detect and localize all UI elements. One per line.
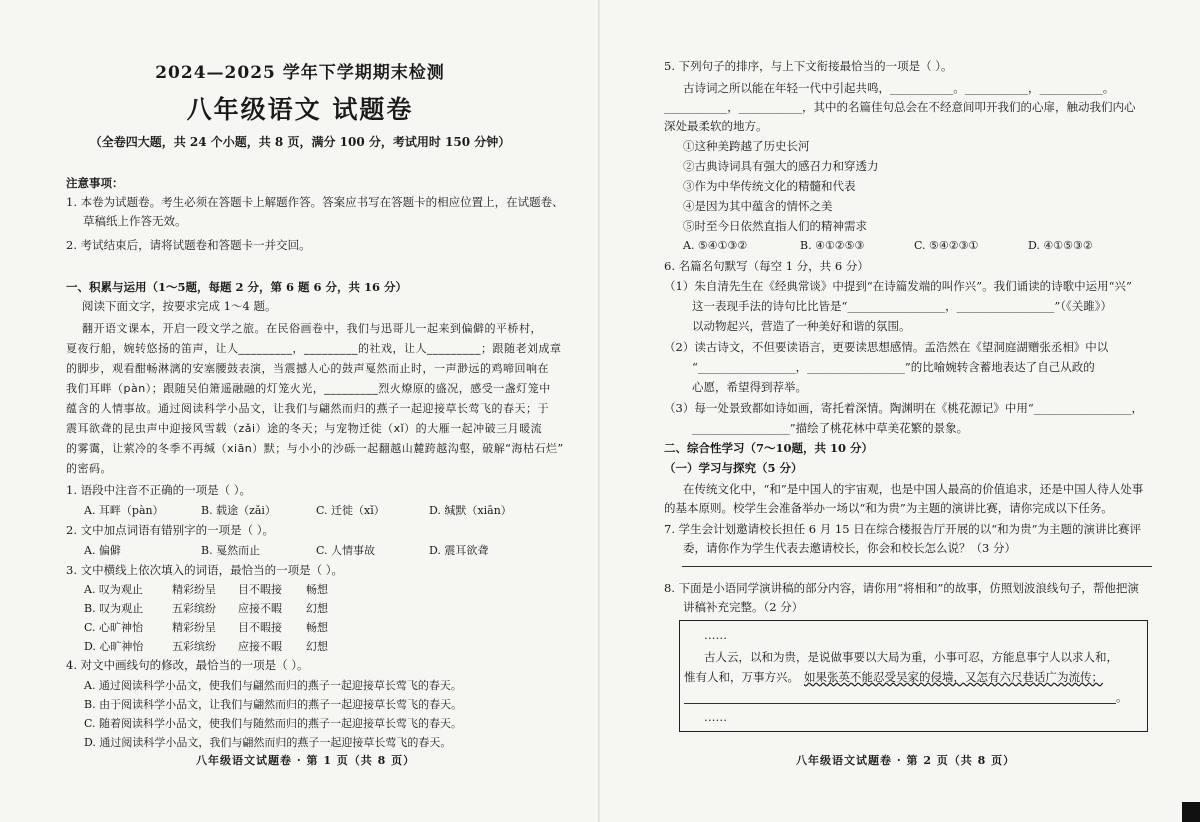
q3-option-c-c2: 精彩纷呈	[172, 621, 216, 634]
q3-option-d-c3: 应接不暇	[238, 640, 282, 653]
passage-line: 蕴含的人情事故。通过阅读科学小品文，让我们与翩然而归的燕子一起迎接草长莺飞的春天；于	[66, 402, 549, 415]
q5-item: ④是因为其中蕴含的情怀之美	[683, 199, 833, 213]
question-7: 7. 学生会计划邀请校长担任 6 月 15 日在综合楼报告厅开展的以“和为贵”为主题的演讲比赛评	[664, 522, 1141, 536]
q3-option-c-c1: C. 心旷神怡	[84, 621, 144, 634]
q2-option-a: A. 偏僻	[84, 544, 121, 557]
question-4: 4. 对文中画线句的修改，最恰当的一项是（ ）。	[66, 658, 309, 672]
q6-part-2: 心愿，希望得到荐举。	[692, 380, 807, 394]
question-3: 3. 文中横线上依次填入的词语，最恰当的一项是（ ）。	[66, 563, 344, 577]
wavy-underlined-sentence: 如果张英不能忍受吴家的侵墙，又怎有六尺巷话广为流传；	[804, 670, 1103, 684]
passage-line: 我们耳畔（pàn）；跟随吴伯箫遥融融的灯笼火光，_________烈火燎原的盛况，感受一盏灯笼中	[66, 382, 551, 395]
passage-line: 的密码。	[66, 462, 112, 475]
notice-item-1-cont: 草稿纸上作答无效。	[83, 214, 187, 228]
q3-option-d-c2: 五彩缤纷	[172, 640, 216, 653]
q6-part-3: _________________”描绘了桃花林中草美花繁的景象。	[692, 421, 969, 435]
q5-item: ①这种美跨越了历史长河	[683, 139, 810, 153]
q3-option-c-c4: 畅想	[306, 621, 328, 634]
passage-line: 震耳欲聋的昆虫声中迎接风雪载（zǎi）途的冬天；与宠物迁徙（xǐ）的大雁一起冲破三月暖流	[66, 422, 543, 435]
period-mark: 。	[1116, 690, 1128, 704]
passage-line: 的雾霭，让萦冷的冬季不再缄（xiān）默；与小小的沙砾一起翻越山麓跨越沟壑，破解“海枯石烂”	[66, 442, 564, 455]
q5-option-a: A. ⑤④①③②	[683, 239, 748, 252]
intro-text: 在传统文化中，“和”是中国人的宇宙观，也是中国人最高的价值追求，还是中国人待人处事	[683, 482, 1144, 496]
q5-option-c: C. ⑤④②③①	[914, 239, 979, 252]
q5-option-b: B. ④①②⑤③	[800, 239, 865, 252]
section1-heading: 一、积累与运用（1～5题，每题 2 分，第 6 题 6 分，共 16 分）	[66, 280, 408, 294]
question-8: 8. 下面是小语同学演讲稿的部分内容，请你用“将相和”的故事，仿照划波浪线句子，帮他把演	[664, 581, 1139, 595]
q2-option-b: B. 戛然而止	[201, 544, 261, 557]
sub1-heading: （一）学习与探究（5 分）	[664, 461, 803, 475]
q4-option-a: A. 通过阅读科学小品文，使我们与翩然而归的燕子一起迎接草长莺飞的春天。	[84, 679, 462, 692]
notice-item-2: 2. 考试结束后，请将试题卷和答题卡一并交回。	[66, 238, 311, 252]
q6-part-3: （3）每一处景致都如诗如画，寄托着深情。陶渊明在《桃花源记》中用“_________________，	[664, 401, 1143, 415]
q4-option-b: B. 由于阅读科学小品文，让我们与翩然而归的燕子一起迎接草长莺飞的春天。	[84, 698, 463, 711]
exam-subtitle: 八年级语文 试题卷	[186, 95, 414, 124]
page-footer: 八年级语文试题卷 · 第 1 页（共 8 页）	[196, 754, 416, 767]
q5-option-d: D. ④①⑤③②	[1028, 239, 1093, 252]
q1-option-a: A. 耳畔（pàn）	[84, 504, 164, 517]
q5-item: ③作为中华传统文化的精髓和代表	[683, 179, 856, 193]
q3-option-d-c1: D. 心旷神怡	[84, 640, 144, 653]
question-7: 委，请你作为学生代表去邀请校长，你会和校长怎么说？（3 分）	[683, 541, 1016, 555]
q1-option-d: D. 缄默（xiān）	[429, 504, 512, 517]
notice-heading: 注意事项：	[66, 176, 124, 190]
q2-option-c: C. 人情事故	[316, 544, 376, 557]
q2-option-d: D. 震耳欲聋	[429, 544, 489, 557]
q5-text: 古诗词之所以能在年轻一代中引起共鸣，___________。___________，___________。	[683, 81, 1115, 95]
read-intro: 阅读下面文字，按要求完成 1～4 题。	[82, 299, 277, 313]
section2-heading: 二、综合性学习（7～10题，共 10 分）	[664, 441, 874, 455]
q1-option-c: C. 迁徙（xǐ）	[316, 504, 385, 517]
exam-note: （全卷四大题，共 24 个小题，共 8 页，满分 100 分，考试用时 150 分钟）	[89, 135, 511, 149]
q3-option-b-c3: 应接不暇	[238, 602, 282, 615]
q6-part-1: 以动物起兴，营造了一种美好和谐的氛围。	[692, 319, 911, 333]
page-footer: 八年级语文试题卷 · 第 2 页（共 8 页）	[796, 754, 1016, 767]
speech-text: 惟有人和，万事方兴。	[684, 670, 799, 684]
intro-text: 的基本原则。校学生会准备举办一场以“和为贵”为主题的演讲比赛，请你完成以下任务。	[664, 501, 1113, 515]
q5-item: ②古典诗词具有强大的感召力和穿透力	[683, 159, 879, 173]
q3-option-a-c2: 精彩纷呈	[172, 583, 216, 596]
notice-item-1: 1. 本卷为试题卷。考生必须在答题卡上解题作答。答案应书写在答题卡的相应位置上，在试题卷、	[66, 195, 564, 209]
question-5: 5. 下列句子的排序，与上下文衔接最恰当的一项是（ ）。	[664, 59, 953, 73]
q6-part-1: 这一表现手法的诗句比比皆是“_________________，_________________”（《关雎》）	[692, 299, 1113, 313]
q4-option-c: C. 随着阅读科学小品文，使我们与随然而归的燕子一起迎接草长莺飞的春天。	[84, 717, 463, 730]
q3-option-b-c4: 幻想	[306, 602, 328, 615]
q1-option-b: B. 载途（zǎi）	[201, 504, 276, 517]
exam-title: 2024—2025 学年下学期期末检测	[155, 63, 445, 83]
q5-text: 深处最柔软的地方。	[664, 119, 768, 133]
q5-item: ⑤时至今日依然直指人们的精神需求	[683, 219, 867, 233]
q3-option-c-c3: 目不暇接	[238, 621, 282, 634]
question-8: 讲稿补充完整。（2 分）	[683, 600, 804, 614]
passage-line: 翻开语文课本，开启一段文学之旅。在民俗画卷中，我们与迅哥儿一起来到偏僻的平桥村，	[82, 322, 542, 335]
q3-option-a-c3: 目不暇接	[238, 583, 282, 596]
speech-text: 古人云，以和为贵，是说做事要以大局为重，小事可忍，方能息事宁人以求人和，	[704, 650, 1118, 664]
q3-option-d-c4: 幻想	[306, 640, 328, 653]
answer-line	[684, 703, 1116, 704]
q3-option-b-c2: 五彩缤纷	[172, 602, 216, 615]
scan-corner-mark	[1182, 802, 1200, 822]
question-2: 2. 文中加点词语有错别字的一项是（ ）。	[66, 523, 275, 537]
question-6: 6. 名篇名句默写（每空 1 分，共 6 分）	[664, 259, 869, 273]
passage-line: 的脚步，观看酣畅淋漓的安塞腰鼓表演，当震撼人心的鼓声戛然而止时，一声渺远的鸡啼回响在	[66, 362, 549, 375]
q4-option-d: D. 通过阅读科学小品文，我们与翩然而归的燕子一起迎接草长莺飞的春天。	[84, 736, 452, 749]
ellipsis: ……	[704, 628, 727, 642]
ellipsis: ……	[704, 710, 727, 724]
q5-text: ___________，___________，其中的名篇佳句总会在不经意间叩开我们的心扉，触动我们内心	[664, 100, 1136, 114]
q3-option-a-c1: A. 叹为观止	[84, 583, 143, 596]
passage-line: 夏夜行船，婉转悠扬的笛声，让人_________，_________的社戏，让人_________；跟随老刘成章	[66, 342, 562, 355]
answer-line	[682, 566, 1152, 567]
speech-excerpt-box	[679, 620, 1148, 732]
question-1: 1. 语段中注音不正确的一项是（ ）。	[66, 483, 252, 497]
q6-part-2: （2）读古诗文，不但要读语言，更要读思想感情。孟浩然在《望洞庭湖赠张丞相》中以	[664, 340, 1109, 354]
q6-part-1: （1）朱自清先生在《经典常谈》中提到“在诗篇发端的叫作兴”。我们诵读的诗歌中运用“兴”	[664, 279, 1132, 293]
q3-option-a-c4: 畅想	[306, 583, 328, 596]
q3-option-b-c1: B. 叹为观止	[84, 602, 144, 615]
q6-part-2: “_________________，_________________”的比喻婉转含蓄地表达了自己从政的	[692, 360, 1095, 374]
